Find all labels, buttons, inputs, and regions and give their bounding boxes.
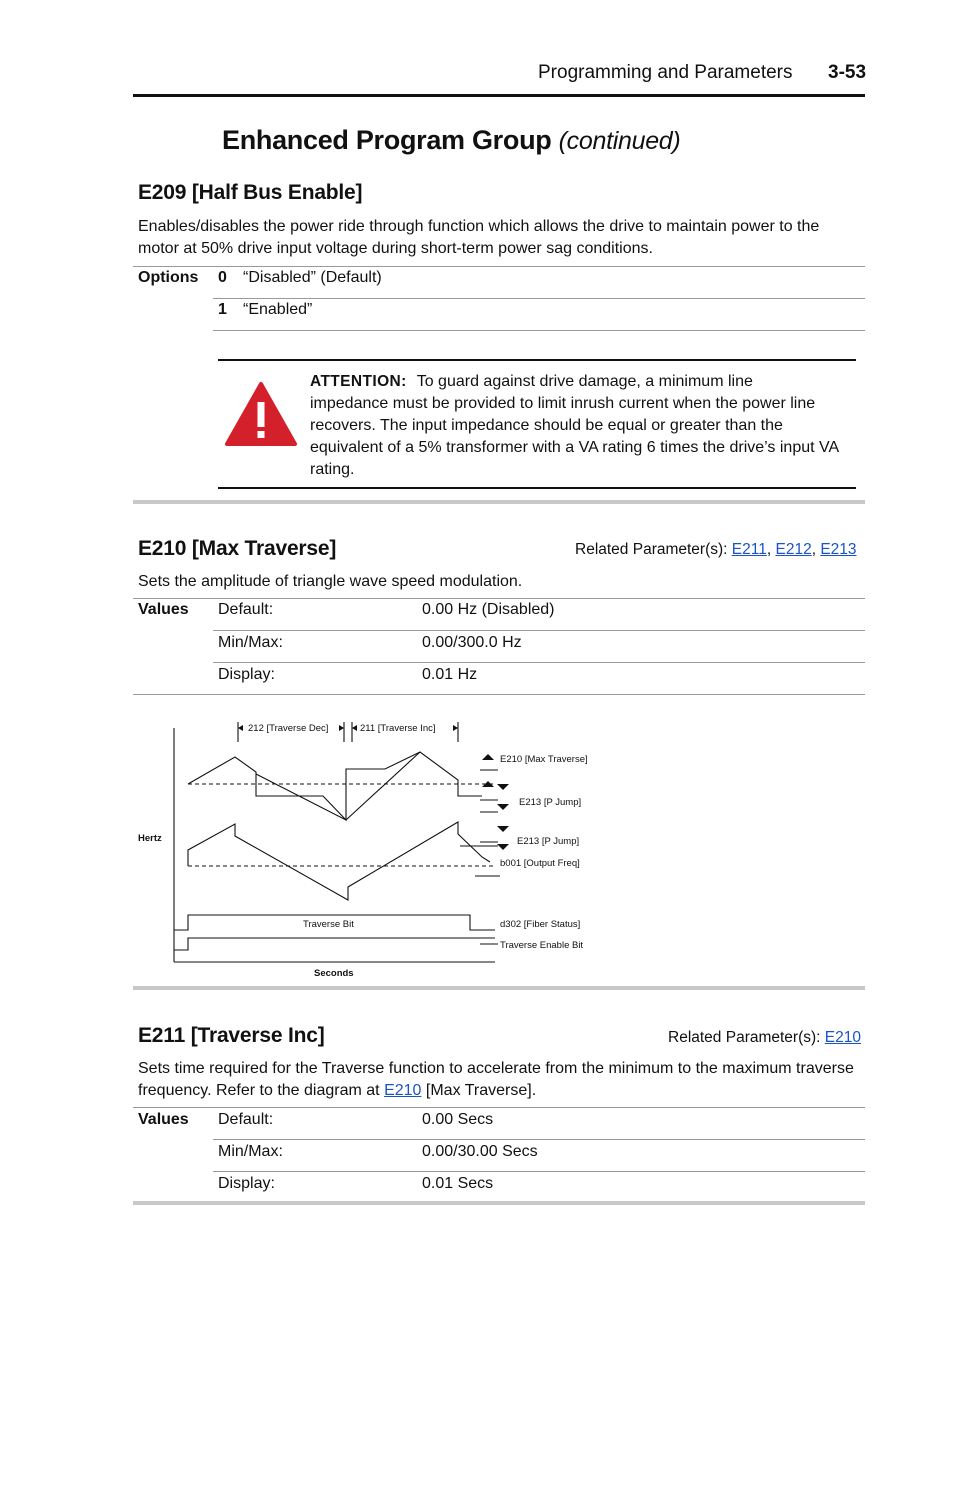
- e209-description-line1: Enables/disables the power ride through function which allows the drive to maintain power to the: [138, 218, 820, 235]
- e209-option-1-text: “Enabled”: [243, 301, 313, 318]
- attention-line4: equivalent of a 5% transformer with a VA rating 6 times the drive’s input VA: [310, 439, 840, 456]
- attention-top-rule: [218, 359, 856, 361]
- e210-description: Sets the amplitude of triangle wave speed modulation.: [138, 573, 523, 590]
- warning-triangle-icon: [224, 381, 298, 447]
- e211-title: E211 [Traverse Inc]: [138, 1024, 325, 1047]
- e210-row-minmax-key: Min/Max:: [218, 634, 283, 651]
- attention-bottom-rule: [218, 487, 856, 489]
- e211-description-line2: [138, 1080, 536, 1102]
- e211-related-label: Related Parameter(s):: [668, 1029, 821, 1046]
- e211-description-link-e210[interactable]: E210: [384, 1082, 422, 1099]
- page-number: 3-53: [828, 62, 867, 83]
- e210-related-link-e211[interactable]: E211: [731, 541, 767, 558]
- e210-row-default-key: Default:: [218, 601, 274, 618]
- page-title: [222, 125, 680, 156]
- e210-values-label: Values: [138, 601, 189, 618]
- e210-row-rule-2: [213, 662, 865, 663]
- label-traverse-dec: 212 [Traverse Dec]: [248, 723, 329, 734]
- e211-row-minmax-value: 0.00/30.00 Secs: [422, 1143, 538, 1160]
- e210-row-minmax-value: 0.00/300.0 Hz: [422, 634, 522, 651]
- label-p-jump-1: E213 [P Jump]: [519, 797, 582, 808]
- e211-row-rule-1: [213, 1139, 865, 1140]
- e210-row-display-key: Display:: [218, 666, 275, 683]
- label-p-jump-2: E213 [P Jump]: [517, 836, 580, 847]
- label-output-freq: b001 [Output Freq]: [500, 858, 580, 869]
- e211-row-default-value: 0.00 Secs: [422, 1111, 494, 1128]
- label-traverse-bit: Traverse Bit: [303, 919, 354, 930]
- e210-table-bottom-rule: [133, 694, 865, 695]
- e209-title: E209 [Half Bus Enable]: [138, 181, 363, 204]
- e209-table-bottom-rule: [213, 330, 865, 331]
- traverse-diagram: [130, 712, 630, 984]
- e209-row-rule: [213, 298, 865, 299]
- e209-option-0-value: 0: [218, 269, 227, 286]
- e211-row-rule-2: [213, 1171, 865, 1172]
- attention-text: [310, 371, 860, 481]
- label-traverse-enable-bit: Traverse Enable Bit: [500, 940, 584, 951]
- axis-y-label: Hertz: [138, 833, 162, 844]
- e211-row-default-key: Default:: [218, 1111, 274, 1128]
- e210-row-rule-1: [213, 630, 865, 631]
- e210-related-link-e212[interactable]: E212: [775, 541, 812, 558]
- e211-row-minmax-key: Min/Max:: [218, 1143, 283, 1160]
- e211-description-line1: Sets time required for the Traverse function to accelerate from the minimum to the maximum traverse: [138, 1060, 854, 1077]
- axis-x-label: Seconds: [314, 968, 354, 979]
- e211-description-line2-post: [Max Traverse].: [425, 1082, 537, 1099]
- attention-line5: rating.: [310, 461, 355, 478]
- header-rule: [133, 94, 865, 97]
- attention-line2: impedance must be provided to limit inrush current when the power line: [310, 395, 816, 412]
- e209-table-top-rule: [133, 266, 865, 267]
- e210-table-top-rule: [133, 598, 865, 599]
- e209-description-line2: motor at 50% drive input voltage during short-term power sag conditions.: [138, 240, 653, 257]
- e210-related: Related Parameter(s): E211, E212, E213: [575, 541, 857, 558]
- attention-line1: To guard against drive damage, a minimum line: [416, 373, 753, 390]
- e210-row-display-value: 0.01 Hz: [422, 666, 478, 683]
- section-header: Programming and Parameters: [538, 62, 793, 83]
- e211-table-top-rule: [133, 1107, 865, 1108]
- label-fiber-status: d302 [Fiber Status]: [500, 919, 581, 930]
- e211-table-bottom-rule: [133, 1201, 865, 1205]
- page-title-main: Enhanced Program Group: [222, 125, 552, 155]
- e210-row-default-value: 0.00 Hz (Disabled): [422, 601, 555, 618]
- e211-values-label: Values: [138, 1111, 189, 1128]
- attention-line3: recovers. The input impedance should be equal or greater than the: [310, 417, 783, 434]
- label-traverse-inc: 211 [Traverse Inc]: [360, 723, 436, 734]
- e210-related-link-e213[interactable]: E213: [820, 541, 857, 558]
- section-divider-2: [133, 986, 865, 990]
- e209-option-0-text: “Disabled” (Default): [243, 269, 382, 286]
- e211-related-link-e210[interactable]: E210: [824, 1029, 861, 1046]
- e211-related: [668, 1029, 861, 1047]
- label-max-traverse: E210 [Max Traverse]: [500, 754, 588, 765]
- e211-row-display-value: 0.01 Secs: [422, 1175, 494, 1192]
- e209-options-label: Options: [138, 269, 199, 286]
- e209-option-1-value: 1: [218, 301, 227, 318]
- attention-label: ATTENTION:: [310, 373, 407, 390]
- section-divider-1: [133, 500, 865, 504]
- e211-row-display-key: Display:: [218, 1175, 275, 1192]
- page-title-suffix: (continued): [558, 127, 681, 155]
- e211-description-line2-pre: frequency. Refer to the diagram at: [138, 1082, 380, 1099]
- e210-related-label: Related Parameter(s):: [575, 541, 728, 558]
- e210-title: E210 [Max Traverse]: [138, 537, 337, 560]
